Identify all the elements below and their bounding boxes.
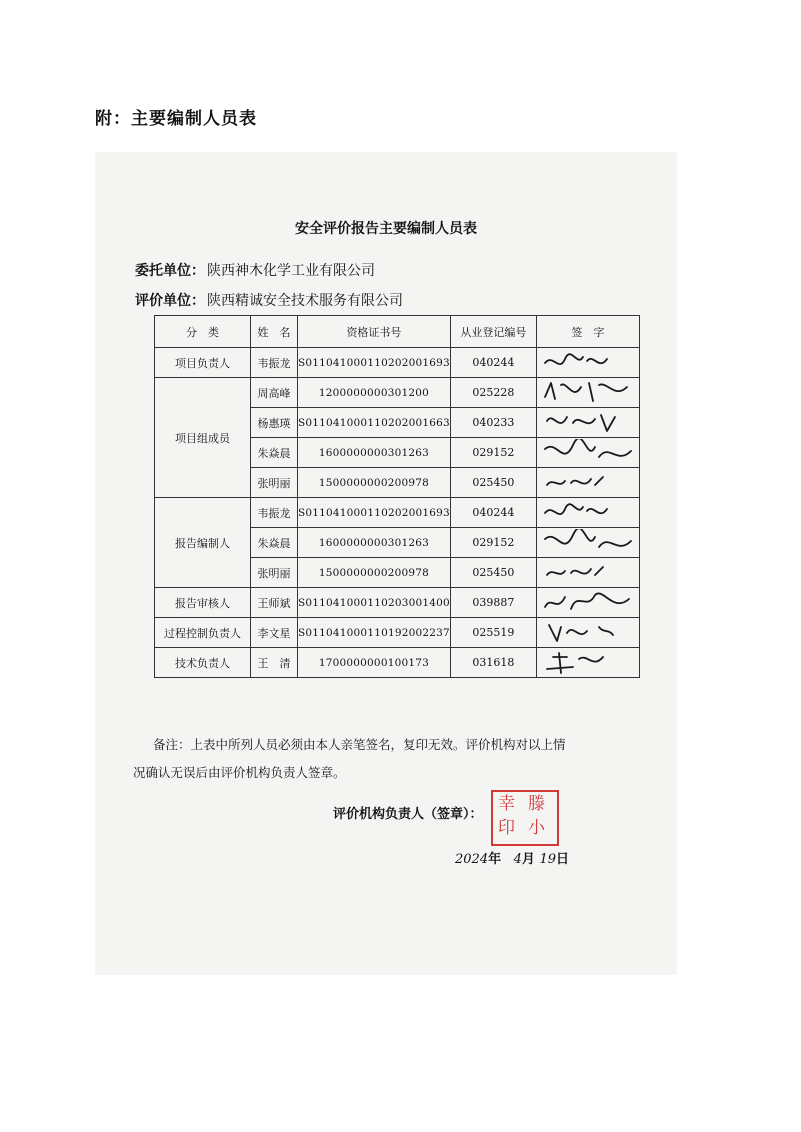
table-row: [155, 378, 640, 408]
certificate-cell: 1700000000100173: [298, 648, 451, 678]
table-body: [155, 348, 640, 678]
handwritten-signature: [537, 618, 639, 647]
header-certificate: 资格证书号: [298, 316, 451, 348]
certificate-cell: 1600000000301263: [298, 528, 451, 558]
handwritten-signature: [537, 438, 639, 467]
registration-cell: 025519: [450, 618, 536, 648]
handwritten-signature: [537, 378, 639, 407]
date-day-suffix: 日: [556, 852, 570, 867]
certificate-cell: 1500000000200978: [298, 558, 451, 588]
client-line: [135, 260, 375, 280]
header-signature: 签 字: [536, 316, 639, 348]
seal-char-1: 幸: [498, 794, 515, 814]
category-cell: 项目组成员: [155, 378, 251, 498]
seal-stamp: [491, 790, 559, 846]
registration-cell: 025450: [450, 468, 536, 498]
signature-cell: [536, 348, 639, 378]
registration-cell: 025450: [450, 558, 536, 588]
table-header-row: [155, 316, 640, 348]
table-row: [155, 588, 640, 618]
table-row: [155, 498, 640, 528]
registration-cell: 040244: [450, 348, 536, 378]
table-row: [155, 648, 640, 678]
name-cell: 李文星: [251, 618, 298, 648]
table-row: [155, 348, 640, 378]
name-cell: 周高峰: [251, 378, 298, 408]
category-cell: 技术负责人: [155, 648, 251, 678]
registration-cell: 031618: [450, 648, 536, 678]
date-line: [455, 848, 569, 867]
evaluator-label: 评价单位：: [135, 293, 205, 309]
name-cell: 朱焱晨: [251, 438, 298, 468]
name-cell: 杨惠瑛: [251, 408, 298, 438]
registration-cell: 029152: [450, 438, 536, 468]
evaluator-value: 陕西精诚安全技术服务有限公司: [207, 293, 403, 309]
signature-cell: [536, 588, 639, 618]
category-cell: 报告审核人: [155, 588, 251, 618]
certificate-cell: 1500000000200978: [298, 468, 451, 498]
signature-cell: [536, 558, 639, 588]
registration-cell: 040244: [450, 498, 536, 528]
table-row: [155, 618, 640, 648]
registration-cell: 039887: [450, 588, 536, 618]
handwritten-signature: [537, 468, 639, 497]
name-cell: 张明丽: [251, 558, 298, 588]
certificate-cell: S011041000110192002237: [298, 618, 451, 648]
header-registration: 从业登记编号: [450, 316, 536, 348]
date-day: 19: [539, 852, 557, 867]
date-year-suffix: 年: [488, 852, 502, 867]
certificate-cell: S011041000110202001693: [298, 498, 451, 528]
header-name: 姓 名: [251, 316, 298, 348]
name-cell: 韦振龙: [251, 348, 298, 378]
name-cell: 朱焱晨: [251, 528, 298, 558]
document-title: 安全评价报告主要编制人员表: [295, 221, 477, 237]
name-cell: 王师斌: [251, 588, 298, 618]
header-category: 分 类: [155, 316, 251, 348]
name-cell: 张明丽: [251, 468, 298, 498]
category-cell: 过程控制负责人: [155, 618, 251, 648]
seal-char-4: 小: [528, 818, 545, 838]
signature-cell: [536, 498, 639, 528]
certificate-cell: S011041000110203001400: [298, 588, 451, 618]
handwritten-signature: [537, 348, 639, 377]
signature-cell: [536, 438, 639, 468]
certificate-cell: 1200000000301200: [298, 378, 451, 408]
signature-cell: [536, 468, 639, 498]
certificate-cell: S011041000110202001693: [298, 348, 451, 378]
client-label: 委托单位：: [135, 263, 205, 279]
name-cell: 韦振龙: [251, 498, 298, 528]
note-line-2: 况确认无误后由评价机构负责人签章。: [133, 765, 346, 780]
date-month-suffix: 月: [521, 852, 535, 867]
category-cell: 项目负责人: [155, 348, 251, 378]
registration-cell: 025228: [450, 378, 536, 408]
signature-cell: [536, 378, 639, 408]
handwritten-signature: [537, 528, 639, 557]
seal-char-2: 滕: [528, 794, 545, 814]
signature-cell: [536, 648, 639, 678]
client-value: 陕西神木化学工业有限公司: [207, 263, 375, 279]
date-month: 4: [513, 852, 522, 867]
handwritten-signature: [537, 648, 639, 677]
evaluator-line: [135, 290, 403, 310]
scanned-document: [95, 152, 677, 975]
seal-char-3: 印: [498, 818, 515, 838]
date-year: 2024: [455, 852, 489, 867]
signature-cell: [536, 408, 639, 438]
registration-cell: 040233: [450, 408, 536, 438]
signature-label: 评价机构负责人（签章）：: [333, 807, 483, 822]
signature-cell: [536, 618, 639, 648]
handwritten-signature: [537, 558, 639, 587]
page-heading: 附：主要编制人员表: [95, 109, 257, 129]
signature-cell: [536, 528, 639, 558]
certificate-cell: S011041000110202001663: [298, 408, 451, 438]
name-cell: 王 清: [251, 648, 298, 678]
registration-cell: 029152: [450, 528, 536, 558]
certificate-cell: 1600000000301263: [298, 438, 451, 468]
handwritten-signature: [537, 588, 639, 617]
category-cell: 报告编制人: [155, 498, 251, 588]
note-line-1: 备注：上表中所列人员必须由本人亲笔签名，复印无效。评价机构对以上情: [153, 737, 566, 752]
personnel-table: [154, 315, 640, 678]
handwritten-signature: [537, 408, 639, 437]
handwritten-signature: [537, 498, 639, 527]
